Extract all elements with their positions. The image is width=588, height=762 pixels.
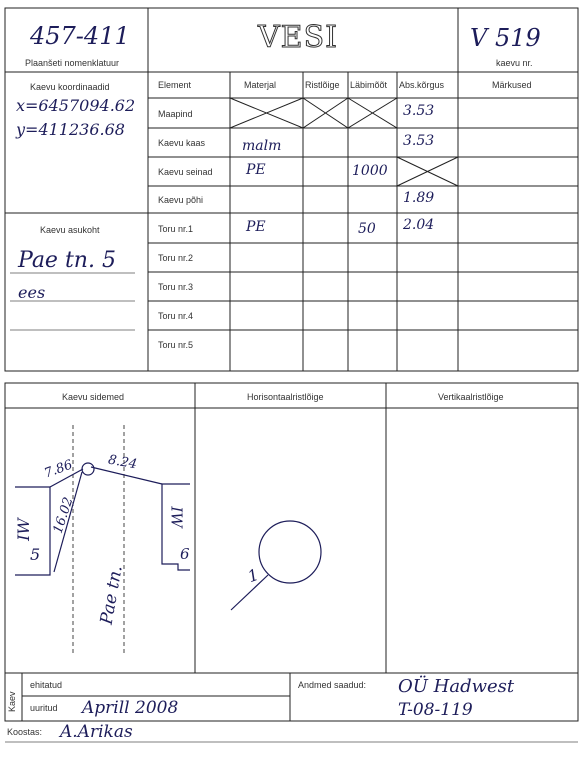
col-header-section: Ristlõige: [305, 80, 340, 90]
page-title: VESI: [258, 20, 338, 55]
well-number-value: V 519: [470, 24, 541, 52]
table-cell-material: malm: [242, 138, 282, 154]
table-row-element: Toru nr.5: [158, 340, 194, 350]
table-row-element: Kaevu seinad: [158, 167, 213, 177]
right-house-number: 6: [180, 545, 190, 563]
data-source-value: OÜ Hadwest: [398, 676, 515, 697]
table-row-element: Kaevu kaas: [158, 138, 206, 148]
footer-side-label: Kaev: [7, 691, 17, 712]
table-cell-abs: 2.04: [403, 217, 435, 233]
street-label: Pae tn.: [96, 563, 127, 627]
col-header-abs-height: Abs.kõrgus: [399, 80, 445, 90]
tie-3-label: 16.02: [50, 495, 77, 536]
table-row-element: Toru nr.4: [158, 311, 194, 321]
ties-label: Kaevu sidemed: [62, 392, 125, 402]
data-source-label: Andmed saadud:: [298, 680, 367, 690]
table-cell-abs: 3.53: [403, 133, 435, 149]
left-house-number: 5: [30, 545, 41, 564]
surveyed-value: Aprill 2008: [82, 698, 179, 718]
table-cell-diameter: 50: [358, 221, 376, 237]
right-house-label: IW: [167, 506, 186, 528]
table-cell-material: PE: [246, 219, 266, 235]
table-cell-material: PE: [246, 162, 266, 178]
tie-2-label: 8.24: [106, 452, 139, 473]
table-cell-diameter: 1000: [352, 163, 388, 179]
table-row-element: Toru nr.1: [158, 224, 194, 234]
well-number-label: kaevu nr.: [496, 58, 533, 68]
table-row-element: Toru nr.2: [158, 253, 194, 263]
table-cell-abs: 1.89: [403, 190, 435, 206]
location-extra: ees: [18, 283, 46, 302]
col-header-diameter: Läbimõõt: [350, 80, 388, 90]
table-row-element: Maapind: [158, 109, 193, 119]
vertical-section-label: Vertikaalristlõige: [438, 392, 504, 402]
location-street: Pae tn. 5: [18, 248, 116, 273]
nomenclature-value: 457-411: [30, 22, 130, 50]
pipe-number-label: 1: [245, 564, 262, 587]
col-header-element: Element: [158, 80, 192, 90]
table-row-element: Kaevu põhi: [158, 195, 204, 205]
col-header-notes: Märkused: [492, 80, 532, 90]
left-house-label: IW: [13, 518, 33, 541]
surveyed-label: uuritud: [30, 703, 58, 713]
tie-1-label: 7.86: [42, 457, 75, 482]
compiled-label: Koostas:: [7, 727, 43, 737]
coordinates-label: Kaevu koordinaadid: [30, 82, 110, 92]
table-row-element: Toru nr.3: [158, 282, 194, 292]
horizontal-section-label: Horisontaalristlõige: [247, 392, 324, 402]
built-label: ehitatud: [30, 680, 63, 690]
table-cell-abs: 3.53: [403, 103, 435, 119]
data-source-ref: T-08-119: [398, 700, 473, 720]
coordinate-y: y=411236.68: [16, 120, 125, 139]
nomenclature-label: Plaanšeti nomenklatuur: [25, 58, 120, 68]
col-header-material: Materjal: [244, 80, 277, 90]
location-label: Kaevu asukoht: [40, 225, 100, 235]
coordinate-x: x=6457094.62: [16, 96, 136, 115]
compiled-value: A.Arikas: [60, 722, 133, 742]
